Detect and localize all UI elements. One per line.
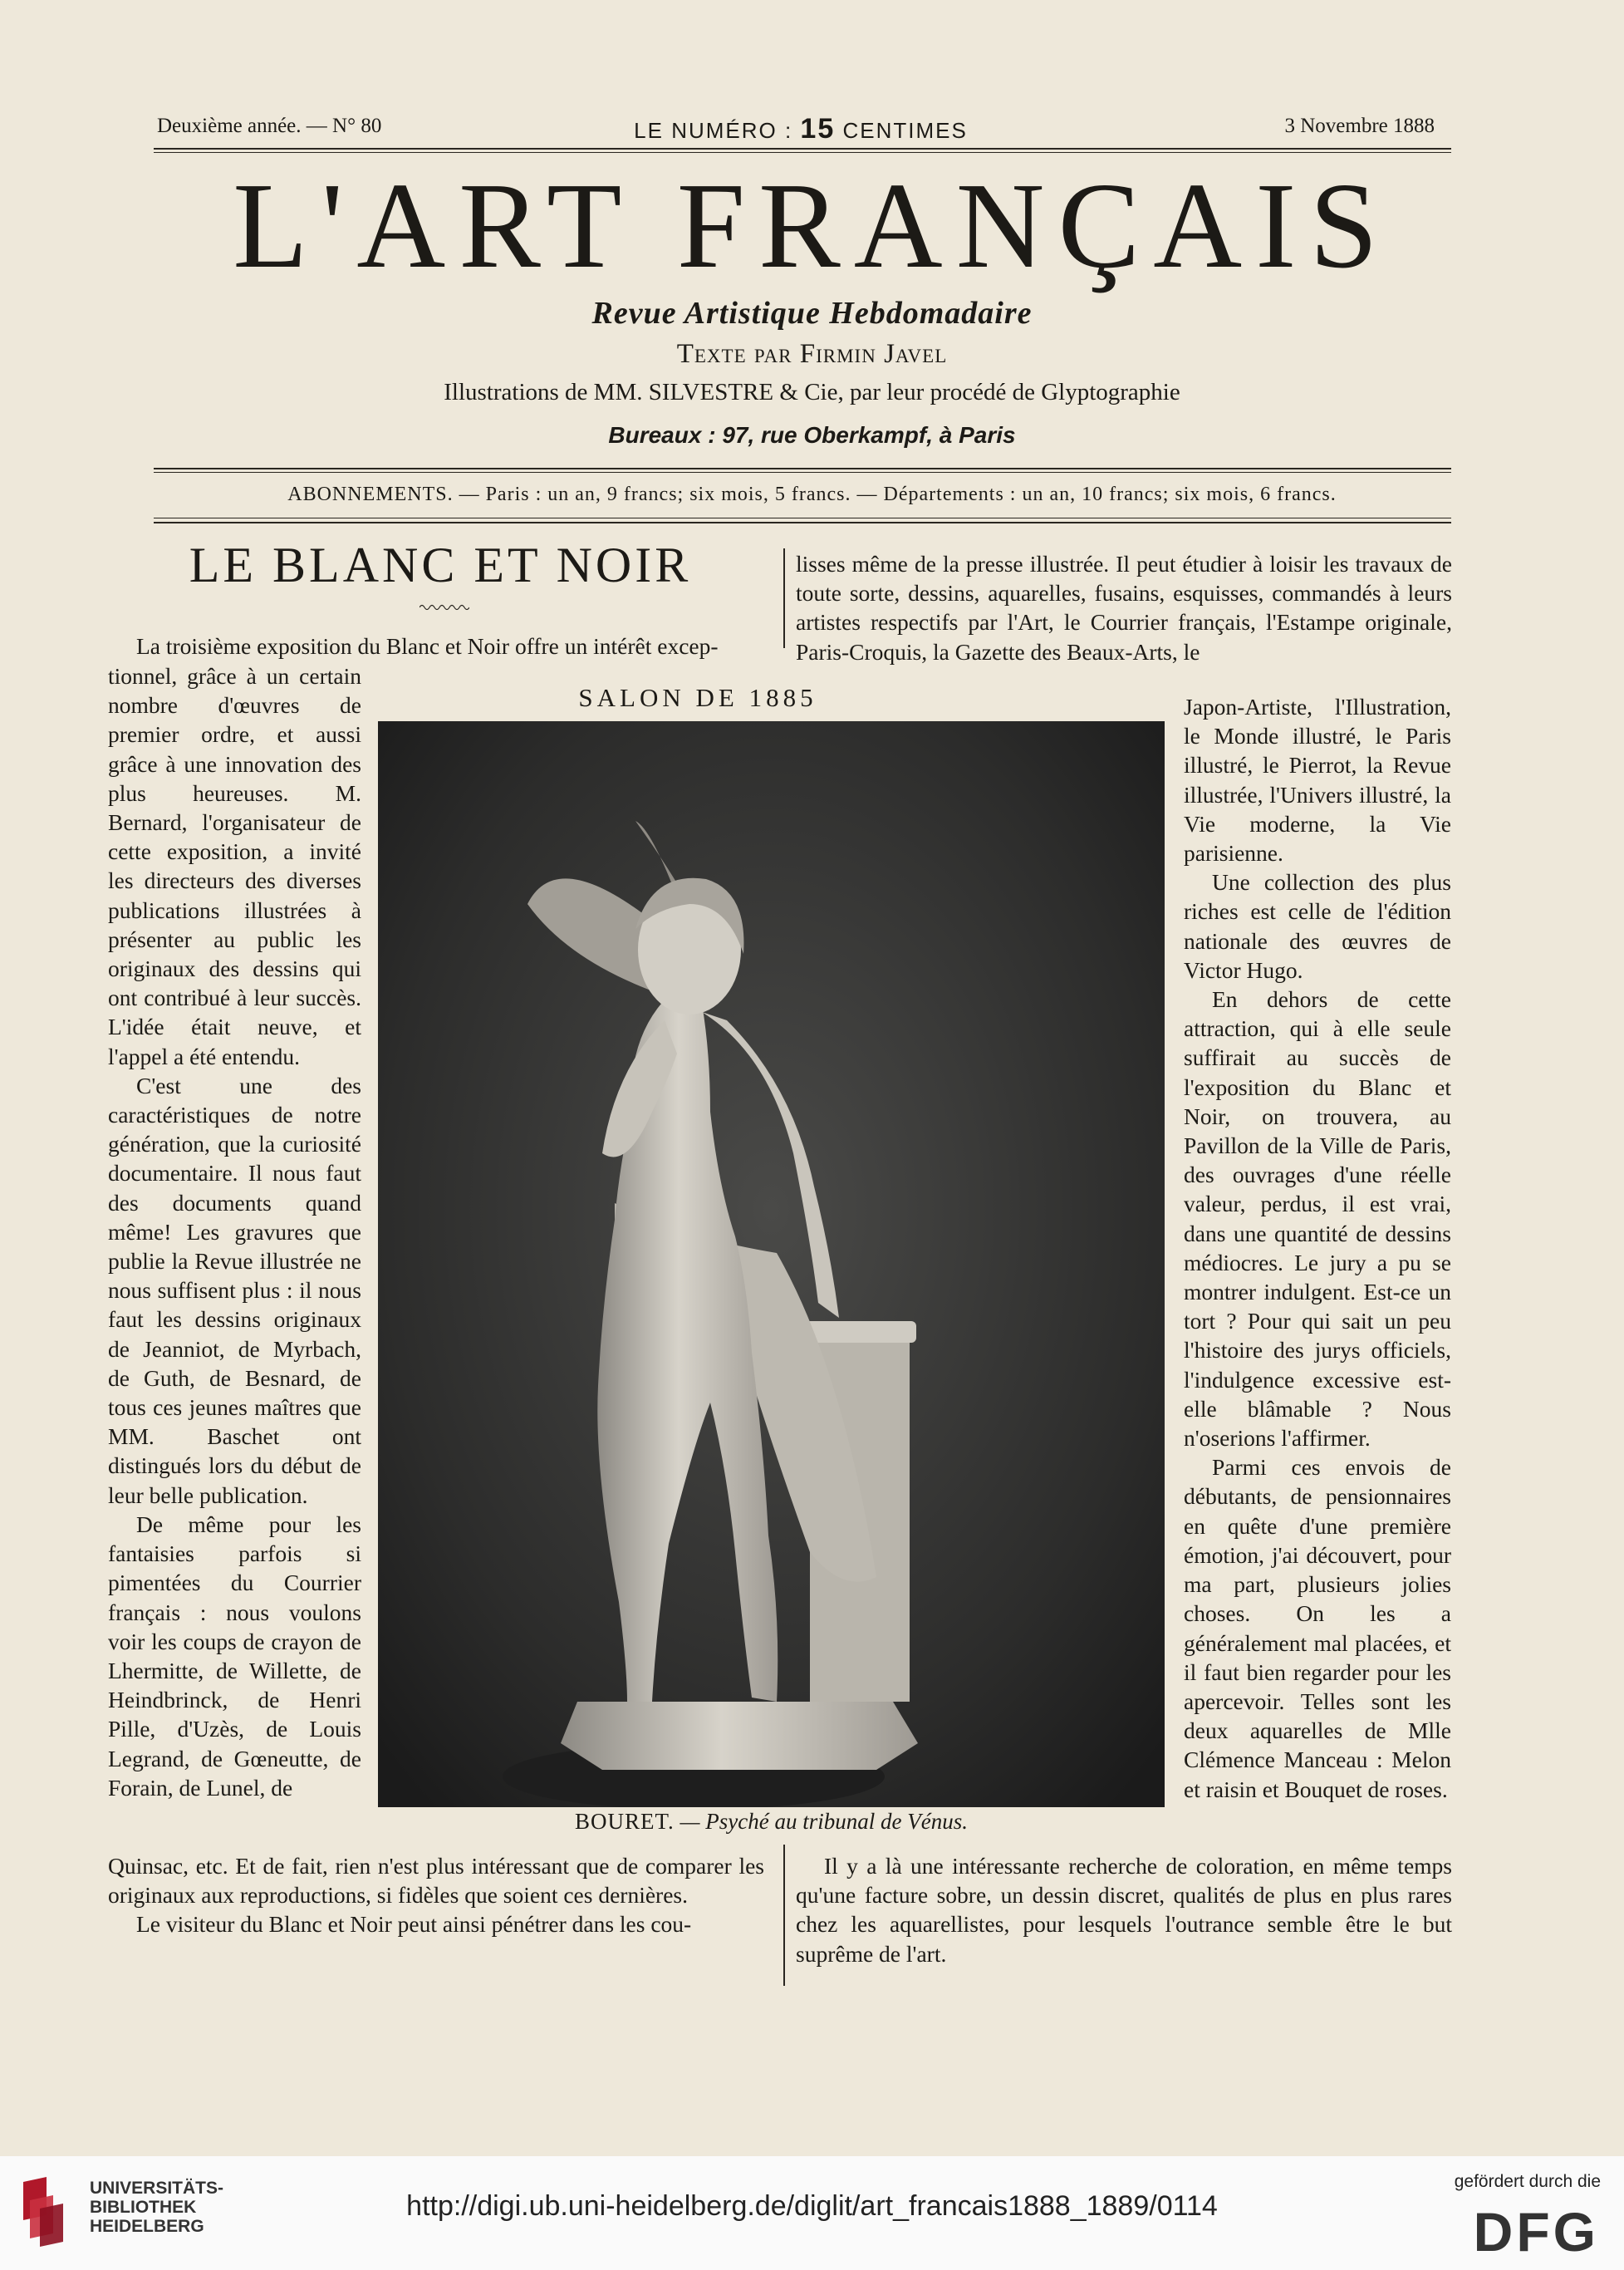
- masthead-author: Texte par Firmin Javel: [676, 339, 948, 369]
- source-url[interactable]: http://digi.ub.uni-heidelberg.de/diglit/art_francais1888_1889/0114: [406, 2190, 1218, 2222]
- issue-date: 3 Novembre 1888: [1284, 115, 1435, 137]
- figure-caption: [378, 1809, 1165, 1835]
- statue-photograph: [378, 721, 1165, 1807]
- column-divider-top: [783, 548, 785, 648]
- column-divider-bottom: [783, 1845, 785, 1986]
- article-title: LE BLANC ET NOIR: [189, 538, 692, 592]
- paragraph: De même pour les fantaisies parfois si pimentées du Courrier français : nous voulons voir les coups de crayon de Lhermitte, de Willette, de Heindbrinck, de Henri Pille, d'Uzès, de Louis Legrand, de Gœneutte, de Forain, de Lunel, de: [108, 1511, 361, 1801]
- caption-title: — Psyché au tribunal de Vénus.: [674, 1809, 968, 1834]
- university-library-name: UNIVERSITÄTS- BIBLIOTHEK HEIDELBERG: [90, 2179, 224, 2236]
- title-ornament: [419, 602, 469, 612]
- header-rule: [154, 148, 1451, 150]
- abonnements-bottom-rule: [154, 522, 1451, 523]
- caption-artist: BOURET.: [575, 1809, 675, 1834]
- paragraph: Parmi ces envois de débutants, de pensionnaires en quête d'une première émotion, j'ai découvert, pour ma part, plusieurs jolies choses. On les a généralement mal placées, et il faut bien regarder pour les apercevoir. Telles sont les deux aquarelles de Mlle Clémence Manceau : Melon et raisin et Bouquet de roses.: [1184, 1454, 1451, 1802]
- dfg-logo: DFG: [1473, 2201, 1599, 2263]
- abonnements-top-rule-thin: [154, 472, 1451, 473]
- masthead-title: L'ART FRANÇAIS: [233, 158, 1391, 294]
- masthead-address: Bureaux : 97, rue Oberkampf, à Paris: [608, 422, 1016, 448]
- article-intro: La troisième exposition du Blanc et Noir offre un intérêt excep-: [136, 633, 719, 659]
- left-column-narrow: [108, 661, 361, 1802]
- issue-price: LE NUMÉRO : 15 CENTIMES: [634, 113, 968, 145]
- figure-heading: SALON DE 1885: [578, 683, 817, 712]
- paragraph: Le visiteur du Blanc et Noir peut ainsi pénétrer dans les cou-: [136, 1911, 692, 1938]
- right-column-narrow: [1184, 692, 1451, 1804]
- right-column-bottom: Il y a là une intéressante recherche de coloration, en même temps qu'une facture sobre, un dessin discret, qualités de plus en plus rares chez les aquarellistes, pour lesquels l'outrance semble être le but suprême de l'art.: [796, 1853, 1452, 1967]
- paragraph: tionnel, grâce à un certain nombre d'œuvres de premier ordre, et aussi grâce à une innovation des plus heureuses. M. Bernard, l'organisateur de cette exposition, a invité les directeurs des diverses publications illustrées à présenter au public les originaux des dessins qui ont contribué à leur succès. L'idée était neuve, et l'appel a été entendu.: [108, 663, 361, 1069]
- issue-number: Deuxième année. — N° 80: [157, 115, 382, 137]
- paragraph: En dehors de cette attraction, qui à elle seule suffirait au succès de l'exposition du Blanc et Noir, on trouvera, au Pavillon de la Ville de Paris, des ouvrages d'une réelle valeur, perdus, il est vrai, dans une quantité de dessins médiocres. Le jury a pu se montrer indulgent. Est-ce un tort ? Pour qui sait un peu l'histoire des jurys officiels, l'indulgence excessive est-elle blâmable ? Nous n'oserions l'affirmer.: [1184, 986, 1451, 1452]
- masthead-illustrations: Illustrations de MM. SILVESTRE & Cie, par leur procédé de Glyptographie: [444, 379, 1180, 405]
- masthead-subtitle: Revue Artistique Hebdomadaire: [591, 296, 1033, 331]
- header-rule-thin: [154, 152, 1451, 153]
- right-column-top: lisses même de la presse illustrée. Il peut étudier à loisir les travaux de toute sorte, dessins, aquarelles, fusains, esquisses, commandés à leurs artistes respectifs par l'Art, le Courrier français, l'Estampe originale, Paris-Croquis, la Gazette des Beaux-Arts, le: [796, 551, 1452, 665]
- paragraph: Quinsac, etc. Et de fait, rien n'est plus intéressant que de comparer les originaux aux reproductions, si fidèles que soient ces dernières.: [108, 1853, 764, 1909]
- paragraph: Une collection des plus riches est celle de l'édition nationale des œuvres de Victor Hugo.: [1184, 869, 1451, 983]
- left-column-bottom: [108, 1851, 764, 1939]
- paragraph: C'est une des caractéristiques de notre génération, que la curiosité documentaire. Il nous faut des documents quand même! Les gravures que publie la Revue illustrée ne nous suffisent plus : il nous faut les dessins originaux de Jeanniot, de Myrbach, de Guth, de Besnard, de tous ces jeunes maîtres que MM. Baschet ont distingués lors du début de leur belle publication.: [108, 1072, 361, 1508]
- subscription-line: ABONNEMENTS. — Paris : un an, 9 francs; six mois, 5 francs. — Départements : un an, 10 francs; six mois, 6 francs.: [287, 484, 1337, 505]
- funding-note: gefördert durch die: [1454, 2172, 1601, 2191]
- paragraph: Japon-Artiste, l'Illustration, le Monde illustré, le Paris illustré, le Pierrot, la Revue illustrée, l'Univers illustré, la Vie moderne, la Vie parisienne.: [1184, 694, 1451, 867]
- abonnements-top-rule: [154, 468, 1451, 469]
